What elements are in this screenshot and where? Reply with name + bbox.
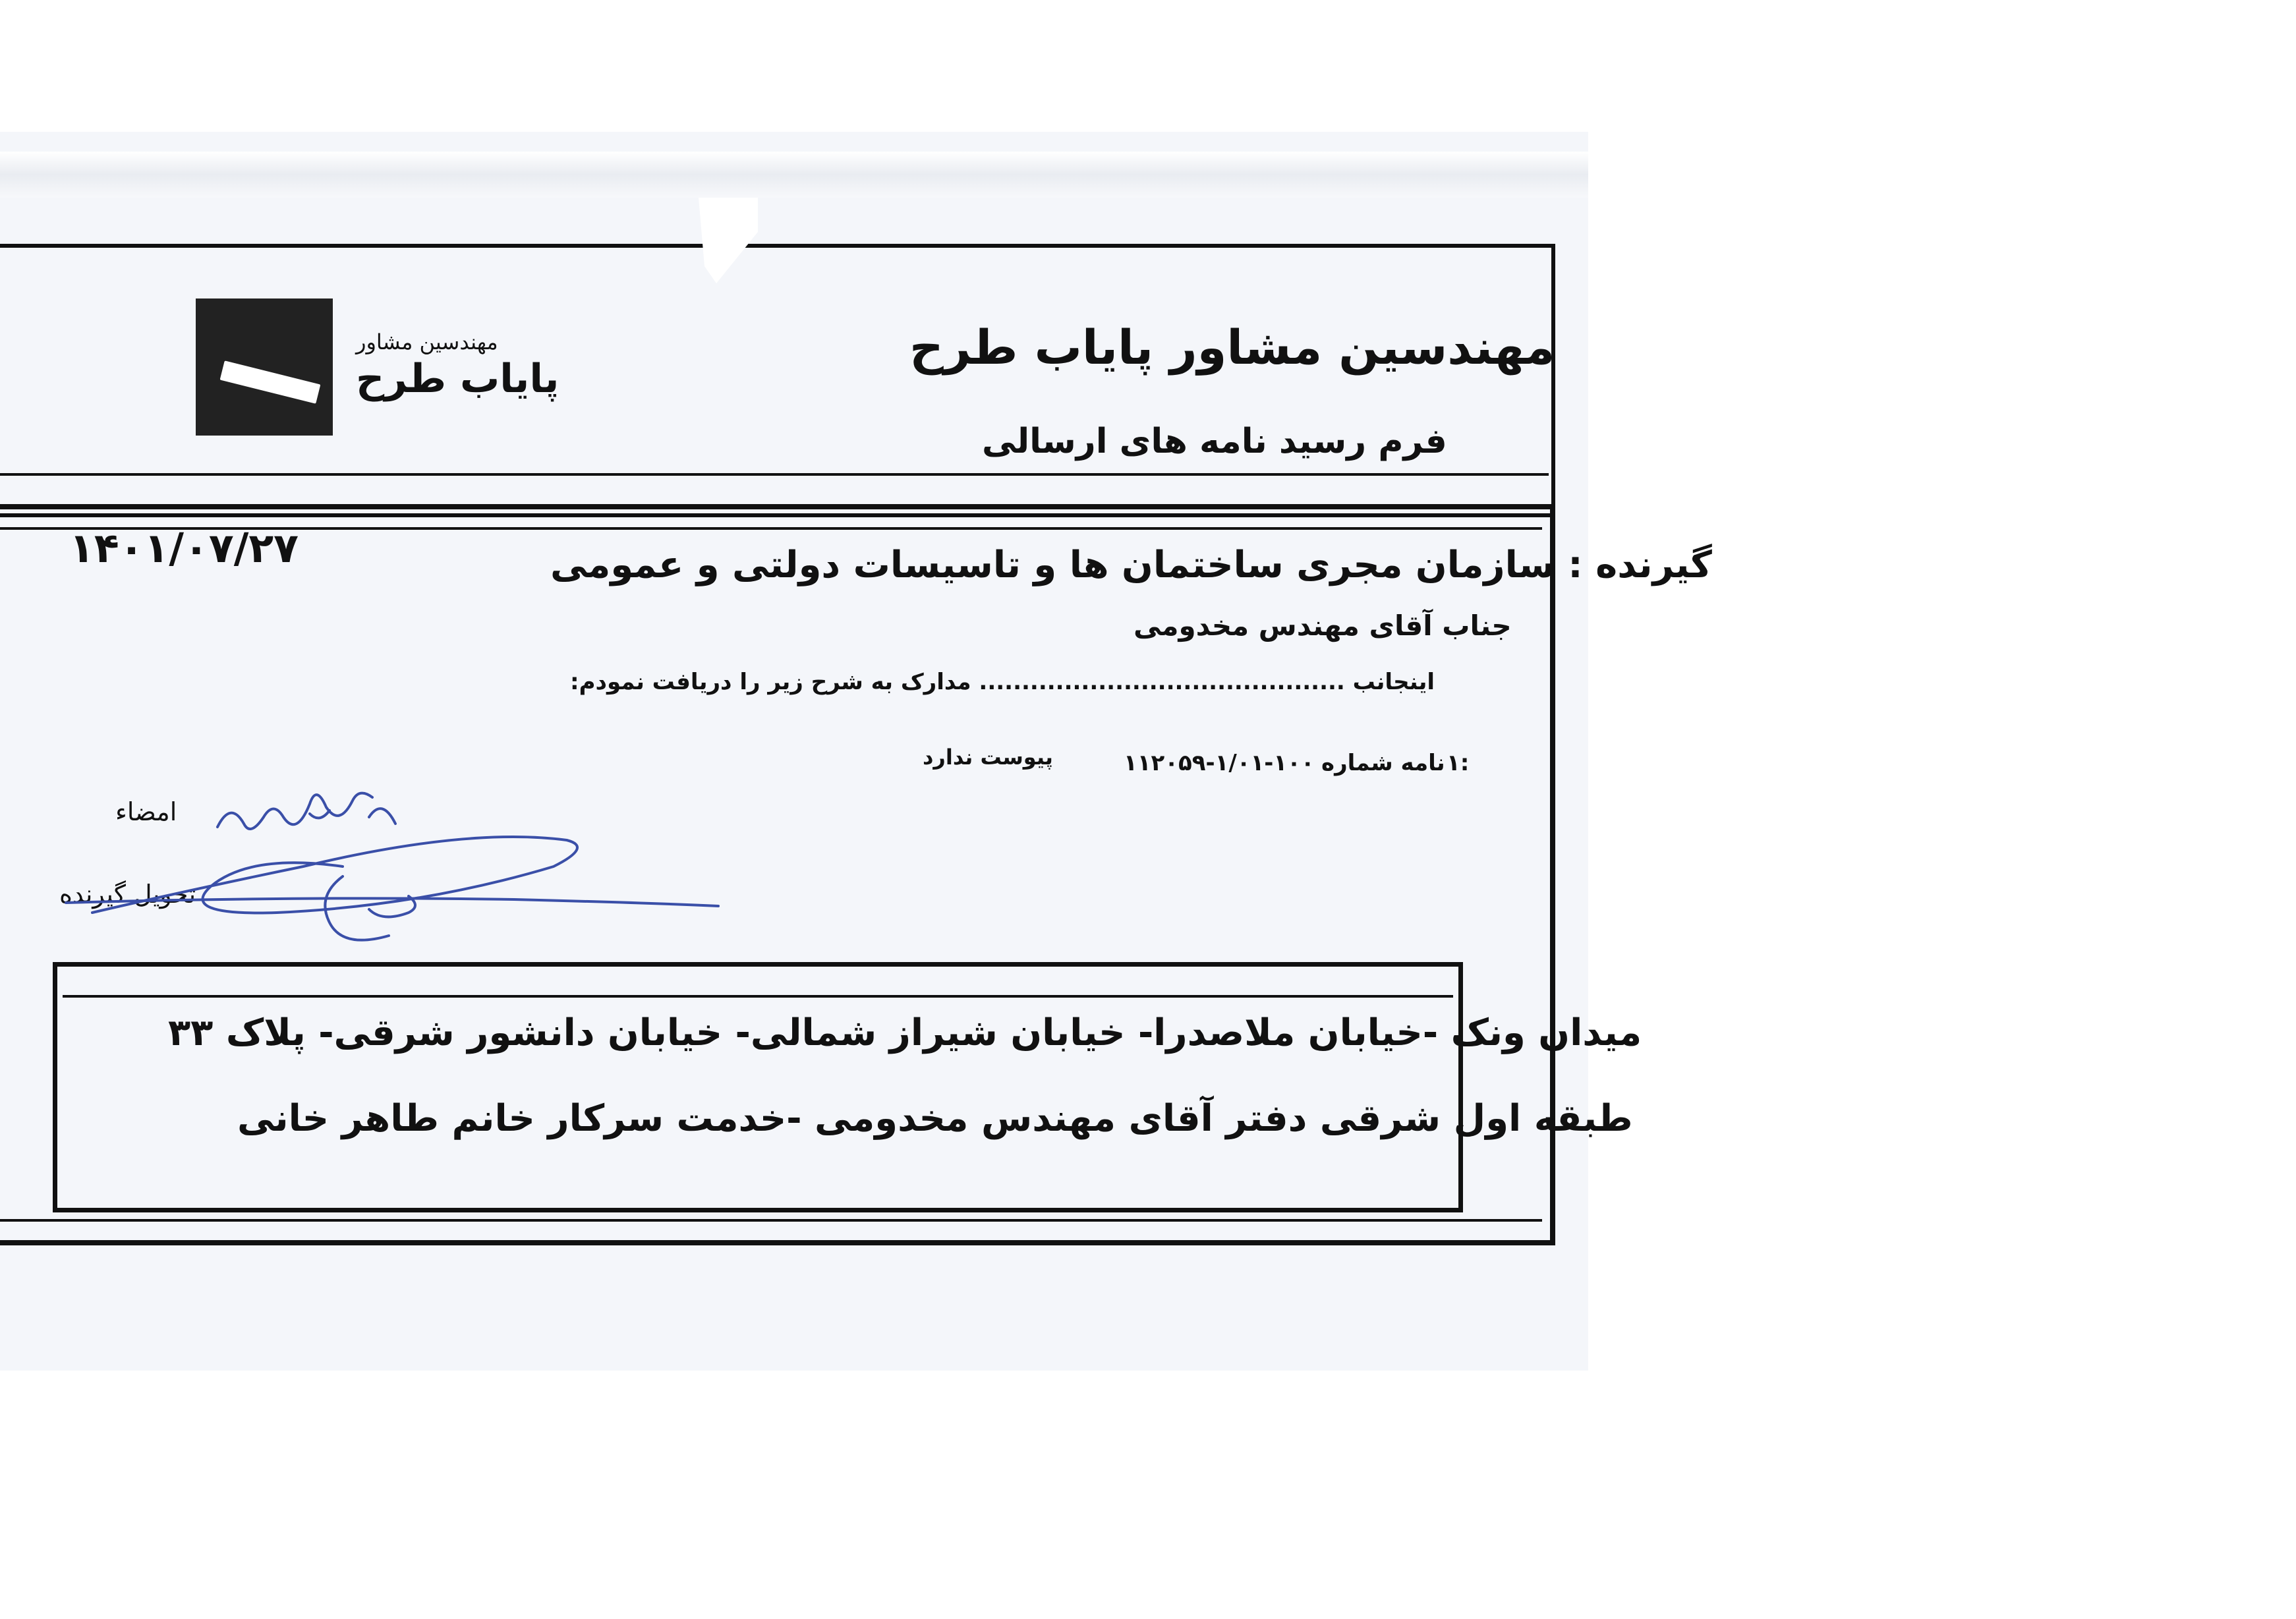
statement-line: اینجانب ........................................... مدارک به شرح زیر را دریافت نمودم:	[570, 669, 1435, 695]
address-line-1: میدان ونک -خیابان ملاصدرا- خیابان شیراز شمالی- خیابان دانشور شرقی- پلاک ۳۳	[168, 1011, 1642, 1054]
receiver-label: تحویل گیرنده	[59, 880, 196, 909]
address-inner-rule	[63, 995, 1453, 998]
recipient-line: گیرنده : سازمان مجری ساختمان ها و تاسیسات دولتی و عمومی	[550, 544, 1712, 586]
handwritten-signature	[0, 0, 791, 988]
address-line-2: طبقه اول شرقی دفتر آقای مهندس مخدومی -خدمت سرکار خانم طاهر خانی	[237, 1097, 1633, 1140]
logo-main-text: پایاب طرح	[356, 356, 560, 402]
form-title: فرم رسید نامه های ارسالی	[982, 422, 1447, 461]
logo-small-text: مهندسین مشاور	[356, 329, 498, 355]
item-attachment: پیوست ندارد	[923, 745, 1053, 770]
address-box	[53, 962, 1463, 1212]
salutation-line: جناب آقای مهندس مخدومی	[1134, 610, 1512, 642]
letter-date: ۱۴۰۱/۰۷/۲۷	[69, 524, 299, 572]
item-letter-label: نامه شماره	[1321, 750, 1445, 776]
body-inner-rule-bottom	[0, 1219, 1542, 1222]
signature-label: امضاء	[115, 797, 177, 826]
company-name: مهندسین مشاور پایاب طرح	[909, 320, 1555, 375]
item-number: ۱:	[1447, 750, 1470, 776]
item-letter-number: ۱۱۲۰۵۹-۱/۰۱-۱۰۰	[1124, 750, 1315, 776]
